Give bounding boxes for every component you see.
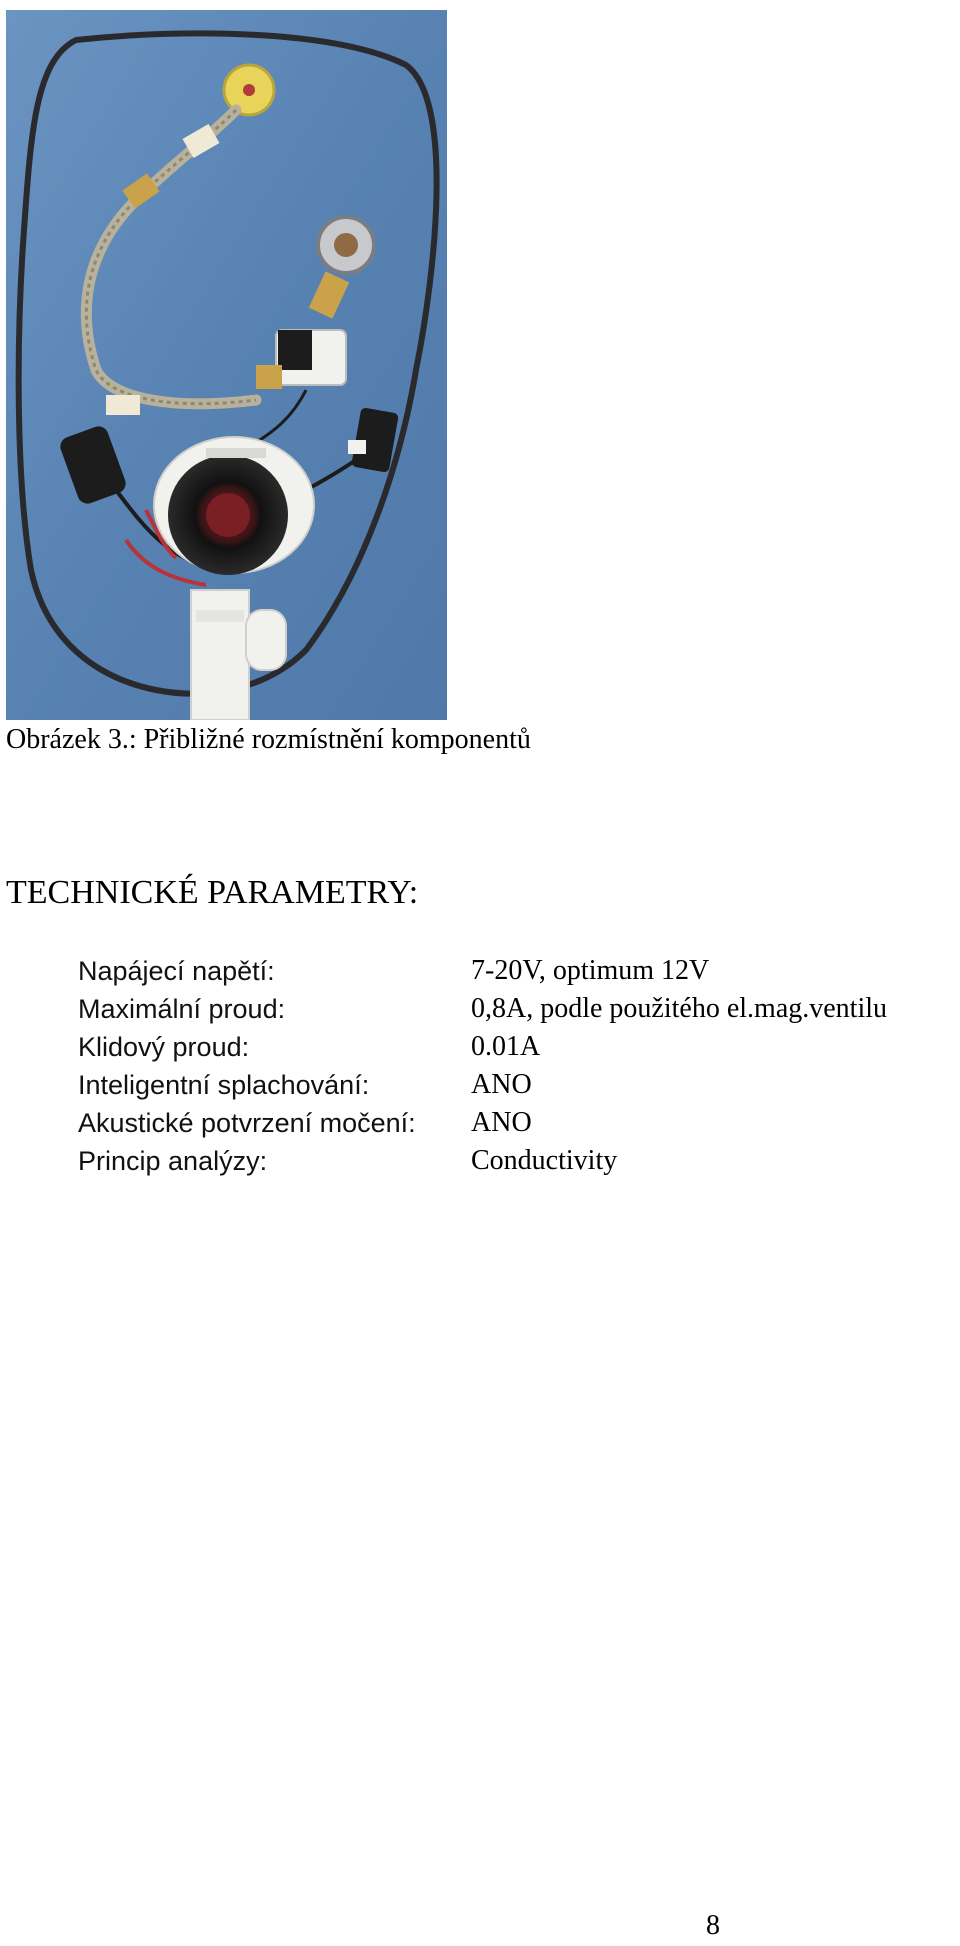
trap-opening (206, 493, 250, 537)
param-label: Princip analýzy: (78, 1146, 268, 1176)
param-row (78, 1142, 958, 1180)
components-photo (6, 10, 447, 720)
param-label: Napájecí napětí: (78, 956, 275, 986)
hose-clip (106, 395, 140, 415)
page-number: 8 (706, 1910, 720, 1941)
section-title: TECHNICKÉ PARAMETRY: (6, 874, 419, 911)
drain-pipe (191, 590, 249, 720)
param-row (78, 1028, 958, 1066)
param-row (78, 990, 958, 1028)
sensor-connector (348, 440, 366, 454)
valve-center (334, 233, 358, 257)
toilet-flush-components-illustration (6, 10, 447, 720)
knob-center (243, 84, 255, 96)
param-label: Klidový proud: (78, 1032, 250, 1062)
param-row (78, 1066, 958, 1104)
param-value: 0.01A (471, 1031, 541, 1062)
param-value: Conductivity (471, 1145, 618, 1176)
figure-caption: Obrázek 3.: Přibližné rozmístnění komponentů (6, 724, 531, 755)
param-label: Maximální proud: (78, 994, 286, 1024)
solenoid-coil (278, 330, 312, 370)
pipe-elbow (246, 610, 286, 670)
param-value: 7-20V, optimum 12V (471, 955, 710, 986)
param-row (78, 1104, 958, 1142)
param-label: Akustické potvrzení močení: (78, 1108, 416, 1138)
trap-label (206, 448, 266, 458)
param-value: ANO (471, 1069, 532, 1100)
param-label: Inteligentní splachování: (78, 1070, 370, 1100)
technical-parameters-table (78, 952, 958, 1180)
pipe-ring (196, 610, 244, 622)
solenoid-fitting (256, 365, 282, 389)
param-value: ANO (471, 1107, 532, 1138)
param-row (78, 952, 958, 990)
param-value: 0,8A, podle použitého el.mag.ventilu (471, 993, 888, 1024)
